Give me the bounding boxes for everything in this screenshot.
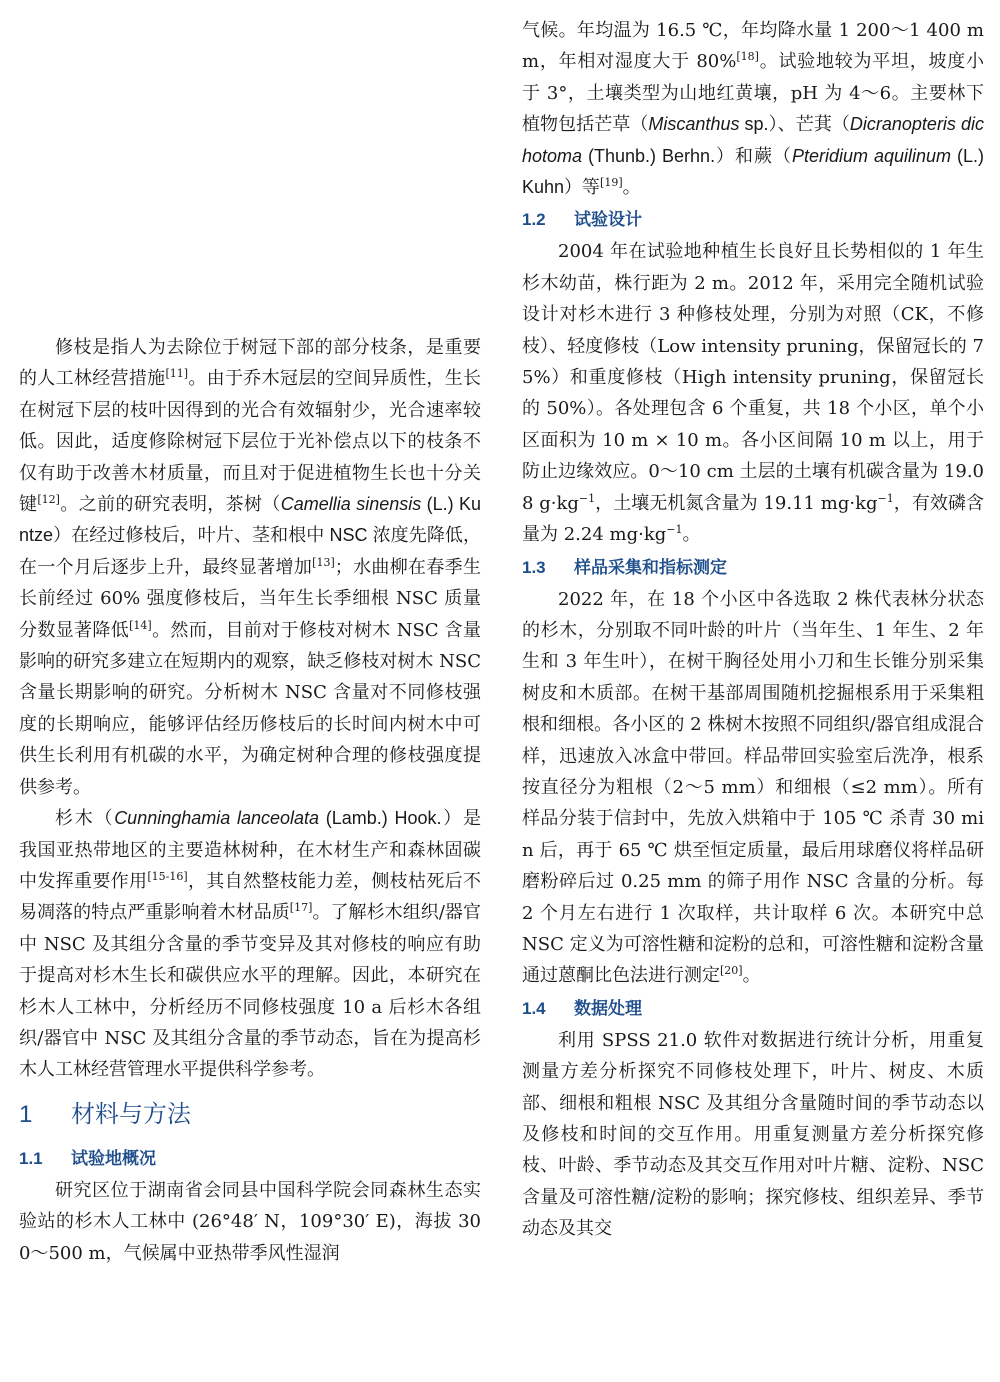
species-name: Cunninghamia lanceolata — [114, 808, 320, 829]
reference-mark: [13] — [312, 555, 335, 569]
exponent: −1 — [666, 523, 683, 537]
section-heading-1-2: 1.2 试验设计 — [522, 210, 642, 231]
paragraph-study-site-continued: 气候。年均温为 16.5 ℃，年均降水量 1 200～1 400 mm，年相对湿度大于 80%[18]。试验地较为平坦，坡度小于 3°，土壤类型为山地红黄壤，pH 为 4～6。主要林下植物包括芒草（Miscanthus sp.）、芒萁（Dicranopteris dichotoma (Thunb.) Berhn.）和蕨（Pteridium aquilinum (L.) Kuhn）等[19]。 — [522, 20, 984, 199]
paragraph-study-site: 研究区位于湖南省会同县中国科学院会同森林生态实验站的杉木人工林中 (26°48′ N，109°30′ E)，海拔 300～500 m，气候属中亚热带季风性湿润 — [19, 1179, 481, 1264]
reference-mark: [17] — [289, 901, 313, 915]
species-name: Miscanthus — [648, 114, 740, 135]
species-name: Dicranopteris dichotoma — [522, 114, 984, 166]
paragraph-chinese-fir: 杉木（Cunninghamia lanceolata (Lamb.) Hook.）是我国亚热带地区的主要造林树种，在木材生产和森林固碳中发挥重要作用[15-16]，其自然整枝能力差，侧枝枯死后不易凋落的特点严重影响着木材品质[17]。了解杉木组织/器官中 NSC 及其组分含量的季节变异及其对修枝的响应有助于提高对杉木生长和碳供应水平的理解。因此，本研究在杉木人工林中，分析经历不同修枝强度 10 a 后杉木各组织/器官中 NSC 及其组分含量的季节动态，旨在为提高杉木人工林经营管理水平提供科学参考。 — [19, 808, 481, 1081]
right-column — [522, 0, 984, 1245]
reference-mark: [15-16] — [147, 869, 188, 883]
reference-mark: [20] — [720, 964, 743, 978]
paragraph-pruning-intro: 修枝是指人为去除位于树冠下部的部分枝条，是重要的人工林经营措施[11]。由于乔木冠层的空间异质性，生长在树冠下层的枝叶因得到的光合有效辐射少，光合速率较低。因此，适度修除树冠下层位于光补偿点以下的枝条不仅有助于改善木材质量，而且对于促进植物生长也十分关键[12]。之前的研究表明，茶树（Camellia sinensis (L.) Kuntze）在经过修枝后，叶片、茎和根中 NSC 浓度先降低，在一个月后逐步上升，最终显著增加[13]；水曲柳在春季生长前经过 60% 强度修枝后，当年生长季细根 NSC 质量分数显著降低[14]。然而，目前对于修枝对树木 NSC 含量影响的研究多建立在短期内的观察，缺乏修枝对树木 NSC 含量长期影响的研究。分析树木 NSC 含量对不同修枝强度的长期响应，能够评估经历修枝后的长时间内树木中可供生长利用有机碳的水平，为确定树种合理的修枝强度提供参考。 — [19, 337, 482, 798]
species-name: Camellia sinensis — [280, 494, 422, 515]
species-name: Pteridium aquilinum — [791, 145, 952, 166]
exponent: −1 — [578, 491, 596, 505]
reference-mark: [14] — [129, 618, 152, 632]
exponent: −1 — [877, 491, 894, 505]
section-heading-1-3: 1.3 样品采集和指标测定 — [522, 557, 727, 578]
section-heading-1-4: 1.4 数据处理 — [522, 998, 642, 1019]
left-column — [19, 0, 481, 1269]
paragraph-data-processing: 利用 SPSS 21.0 软件对数据进行统计分析，用重复测量方差分析探究不同修枝处理下，叶片、树皮、木质部、细根和粗根 NSC 及其组分含量随时间的季节动态以及修枝和时间的交互作用。用重复测量方差分析探究修枝、叶龄、季节动态及其交互作用对叶片糖、淀粉、NSC 含量及可溶性糖/淀粉的影响；探究修枝、组织差异、季节动态及其交 — [522, 1029, 984, 1240]
top-blank-space — [19, 0, 481, 332]
reference-mark: [18] — [736, 50, 759, 64]
paragraph-experiment-design: 2004 年在试验地种植生长良好且长势相似的 1 年生杉木幼苗，株行距为 2 m。2012 年，采用完全随机试验设计对杉木进行 3 种修枝处理，分别为对照（CK，不修枝）、轻度修枝（Low intensity pruning，保留冠长的 75%）和重度修枝（High intensity pruning，保留冠长的 50%）。各处理包含 6 个重复，共 18 个小区，单个小区面积为 10 m × 10 m。各小区间隔 10 m 以上，用于防止边缘效应。0～10 cm 土层的土壤有机碳含量为 19.08 $g\cdot kg^{-1}$，土壤无机氮含量为 19.11 $mg\cdot kg^{-1}$，有效磷含量为 2.24 $mg\cdot kg^{-1}$。 — [522, 241, 984, 546]
section-heading-1: 1 材料与方法 — [19, 1099, 191, 1128]
section-heading-1-1: 1.1 试验地概况 — [19, 1148, 156, 1169]
reference-mark: [19] — [600, 176, 623, 190]
paragraph-sampling: 2022 年，在 18 个小区中各选取 2 株代表林分状态的杉木，分别取不同叶龄的叶片（当年生、1 年生、2 年生和 3 年生叶），在树干胸径处用小刀和生长锥分别采集树皮和木质部。在树干基部周围随机挖掘根系用于采集粗根和细根。各小区的 2 株树木按照不同组织/器官组成混合样，迅速放入冰盒中带回。样品带回实验室后洗净，根系按直径分为粗根（2～5 mm）和细根（≤2 mm）。所有样品分装于信封中，先放入烘箱中于 105 ℃ 杀青 30 min 后，再于 65 ℃ 烘至恒定质量，最后用球磨仪将样品研磨粉碎后过 0.25 mm 的筛子用作 NSC 含量的分析。每 2 个月左右进行 1 次取样，共计取样 6 次。本研究中总 NSC 定义为可溶性糖和淀粉的总和，可溶性糖和淀粉含量通过蒽酮比色法进行测定[20]。 — [522, 588, 984, 987]
reference-mark: [12] — [37, 493, 60, 507]
reference-mark: [11] — [165, 367, 189, 381]
